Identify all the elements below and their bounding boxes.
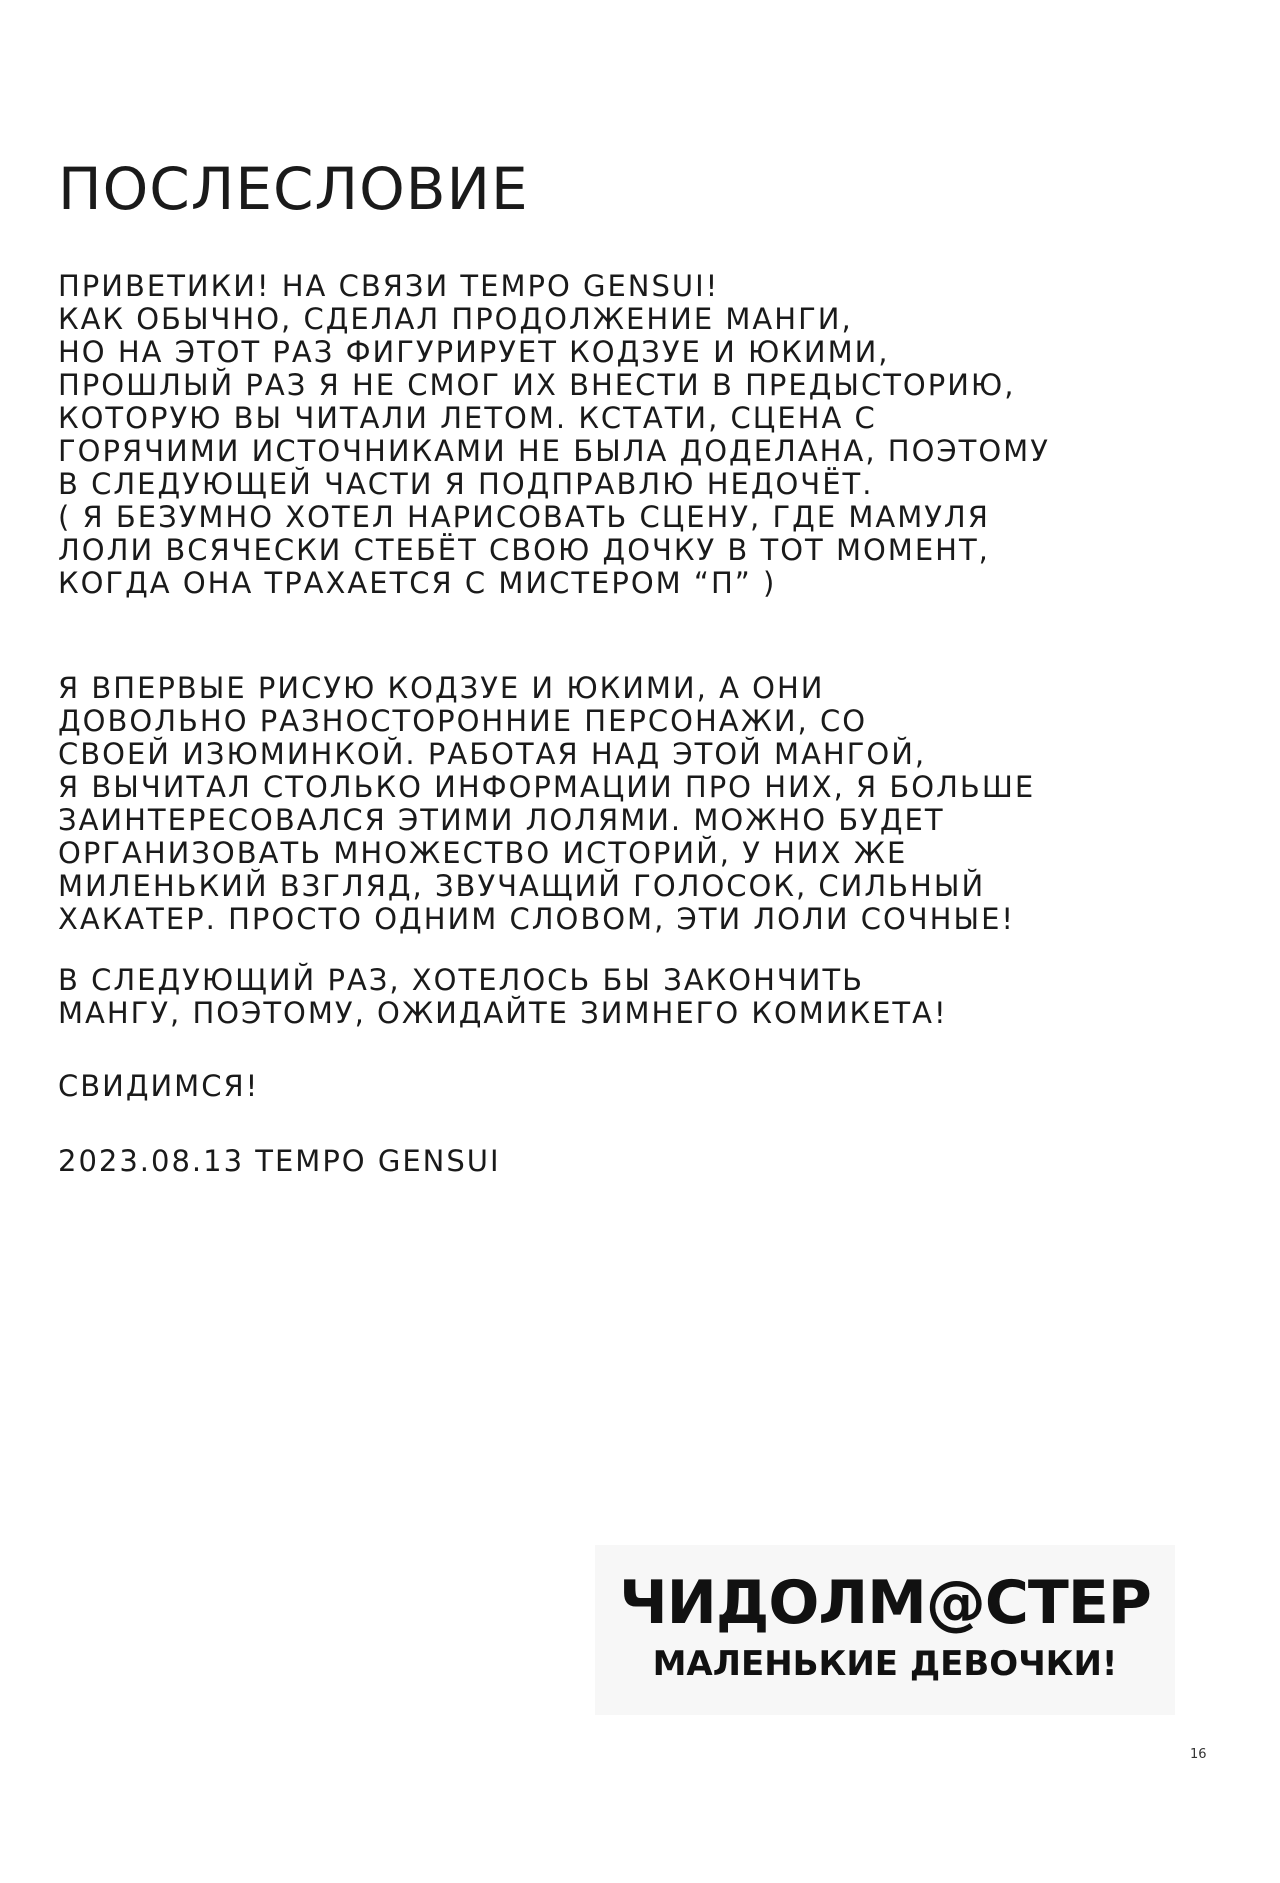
- text-line: ПРИВЕТИКИ! НА СВЯЗИ TEMPO GENSUI!: [58, 269, 720, 303]
- text-line: МИЛЕНЬКИЙ ВЗГЛЯД, ЗВУЧАЩИЙ ГОЛОСОК, СИЛЬНЫЙ: [58, 869, 986, 903]
- text-line: ЗАИНТЕРЕСОВАЛСЯ ЭТИМИ ЛОЛЯМИ. МОЖНО БУДЕТ: [58, 803, 945, 837]
- page-title: ПОСЛЕСЛОВИЕ: [58, 155, 529, 223]
- text-line: КОГДА ОНА ТРАХАЕТСЯ С МИСТЕРОМ “П” ): [58, 566, 777, 600]
- paragraph-farewell: [58, 1070, 259, 1103]
- text-line: Я ВПЕРВЫЕ РИСУЮ КОДЗУЕ И ЮКИМИ, А ОНИ: [58, 671, 825, 705]
- text-line: ХАКАТЕР. ПРОСТО ОДНИМ СЛОВОМ, ЭТИ ЛОЛИ СОЧНЫЕ!: [58, 902, 1016, 936]
- series-logo: [595, 1545, 1175, 1715]
- text-line: ОРГАНИЗОВАТЬ МНОЖЕСТВО ИСТОРИЙ, У НИХ ЖЕ: [58, 836, 908, 870]
- paragraph-greeting: [58, 270, 1050, 600]
- text-line: В СЛЕДУЮЩИЙ РАЗ, ХОТЕЛОСЬ БЫ ЗАКОНЧИТЬ: [58, 963, 865, 997]
- text-line: СВОЕЙ ИЗЮМИНКОЙ. РАБОТАЯ НАД ЭТОЙ МАНГОЙ,: [58, 737, 927, 771]
- text-line: МАНГУ, ПОЭТОМУ, ОЖИДАЙТЕ ЗИМНЕГО КОМИКЕТА!: [58, 996, 948, 1030]
- page-number: 16: [1190, 1747, 1207, 1762]
- text-line: Я ВЫЧИТАЛ СТОЛЬКО ИНФОРМАЦИИ ПРО НИХ, Я БОЛЬШЕ: [58, 770, 1036, 804]
- text-line: В СЛЕДУЮЩЕЙ ЧАСТИ Я ПОДПРАВЛЮ НЕДОЧЁТ.: [58, 467, 874, 501]
- logo-subtitle: МАЛЕНЬКИЕ ДЕВОЧКИ!: [652, 1644, 1118, 1684]
- text-line: ГОРЯЧИМИ ИСТОЧНИКАМИ НЕ БЫЛА ДОДЕЛАНА, ПОЭТОМУ: [58, 434, 1050, 468]
- paragraph-signature: [58, 1145, 501, 1178]
- text-line: 2023.08.13 TEMPO GENSUI: [58, 1144, 501, 1178]
- paragraph-characters: [58, 672, 1035, 936]
- text-line: ЛОЛИ ВСЯЧЕСКИ СТЕБЁТ СВОЮ ДОЧКУ В ТОТ МОМЕНТ,: [58, 533, 990, 567]
- paragraph-next-time: [58, 964, 948, 1030]
- text-line: КАК ОБЫЧНО, СДЕЛАЛ ПРОДОЛЖЕНИЕ МАНГИ,: [58, 302, 853, 336]
- text-line: ДОВОЛЬНО РАЗНОСТОРОННИЕ ПЕРСОНАЖИ, СО: [58, 704, 868, 738]
- logo-main-text: ЧИДОЛМ@СТЕР: [619, 1568, 1151, 1638]
- text-line: КОТОРУЮ ВЫ ЧИТАЛИ ЛЕТОМ. КСТАТИ, СЦЕНА С: [58, 401, 877, 435]
- text-line: ПРОШЛЫЙ РАЗ Я НЕ СМОГ ИХ ВНЕСТИ В ПРЕДЫСТОРИЮ,: [58, 368, 1016, 402]
- text-line: ( Я БЕЗУМНО ХОТЕЛ НАРИСОВАТЬ СЦЕНУ, ГДЕ МАМУЛЯ: [58, 500, 990, 534]
- text-line: НО НА ЭТОТ РАЗ ФИГУРИРУЕТ КОДЗУЕ И ЮКИМИ,: [58, 335, 890, 369]
- text-line: СВИДИМСЯ!: [58, 1069, 260, 1103]
